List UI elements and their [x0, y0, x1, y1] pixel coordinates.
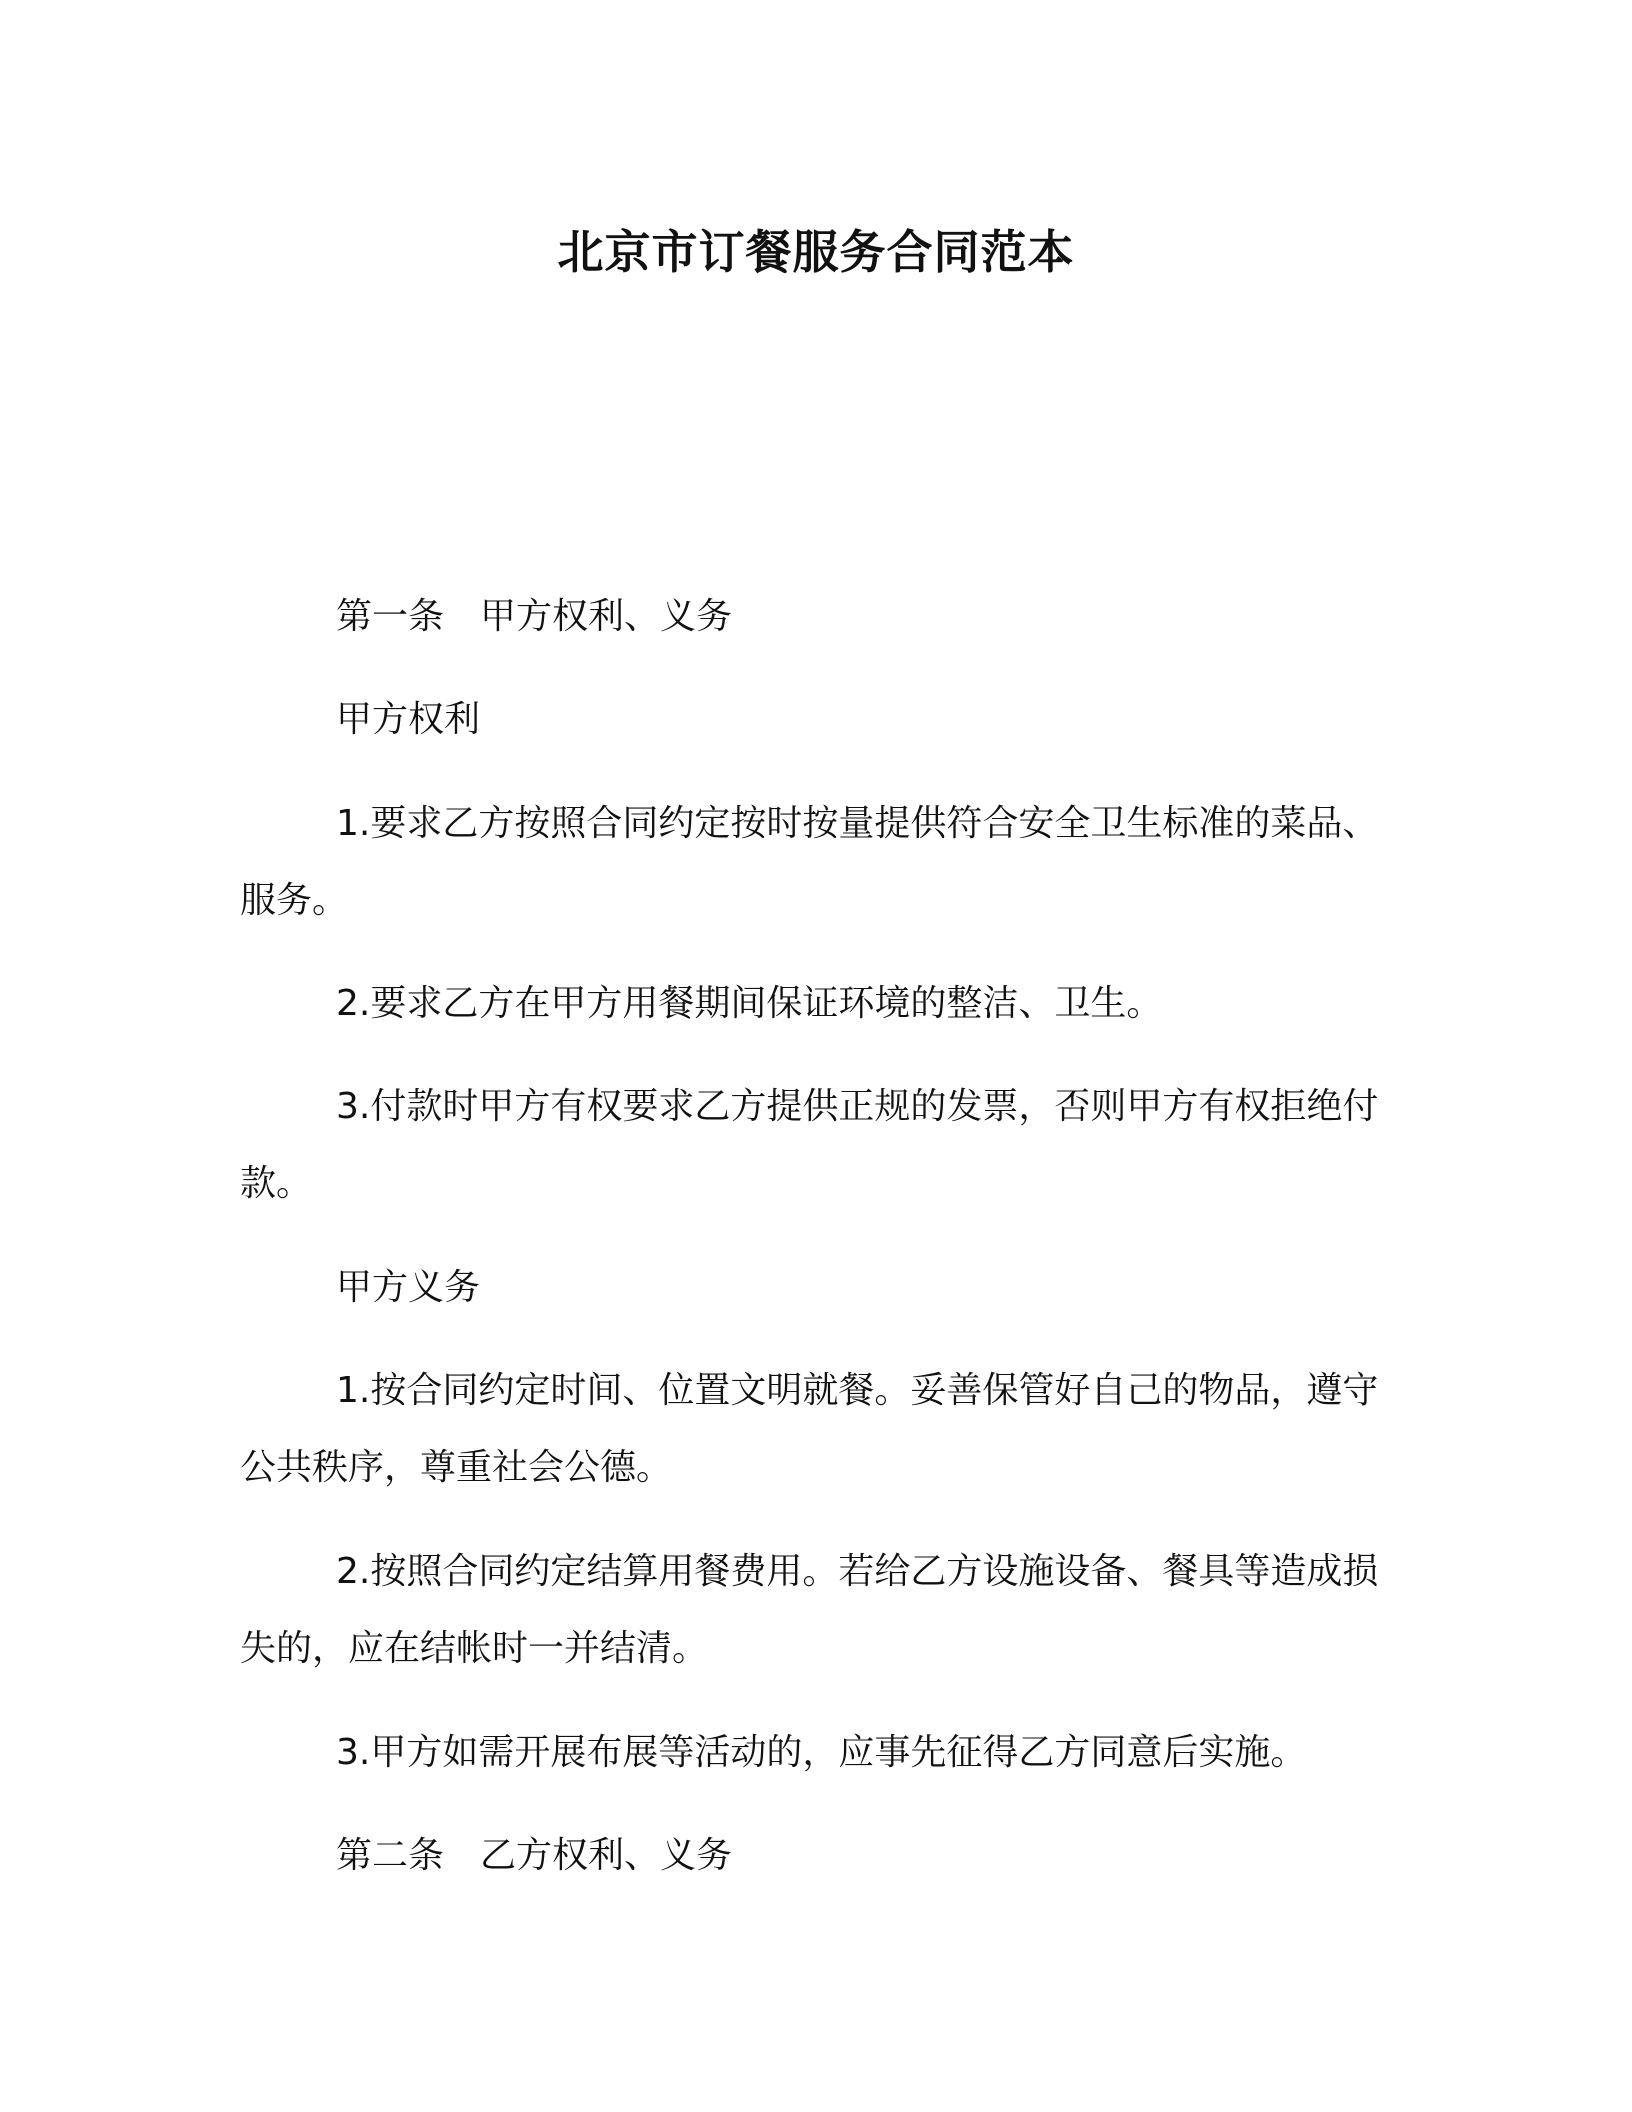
party-a-rights-item-2: 2.要求乙方在甲方用餐期间保证环境的整洁、卫生。 [336, 983, 1163, 1024]
article-2-heading: 第二条 乙方权利、义务 [336, 1835, 733, 1876]
article-1-heading: 第一条 甲方权利、义务 [336, 596, 733, 637]
party-a-duties-item-1: 1.按合同约定时间、位置文明就餐。妥善保管好自己的物品，遵守公共秩序，尊重社会公德。 [240, 1370, 1379, 1488]
party-a-duties-heading: 甲方义务 [336, 1267, 481, 1308]
party-a-rights-item-1: 1.要求乙方按照合同约定按时按量提供符合安全卫生标准的菜品、服务。 [240, 803, 1379, 921]
document-title: 北京市订餐服务合同范本 [557, 225, 1075, 279]
party-a-duties-item-2: 2.按照合同约定结算用餐费用。若给乙方设施设备、餐具等造成损失的，应在结帐时一并结清。 [240, 1551, 1379, 1669]
party-a-rights-item-3: 3.付款时甲方有权要求乙方提供正规的发票，否则甲方有权拒绝付款。 [240, 1086, 1379, 1204]
party-a-duties-item-3: 3.甲方如需开展布展等活动的，应事先征得乙方同意后实施。 [336, 1732, 1307, 1773]
party-a-rights-heading: 甲方权利 [336, 699, 481, 740]
